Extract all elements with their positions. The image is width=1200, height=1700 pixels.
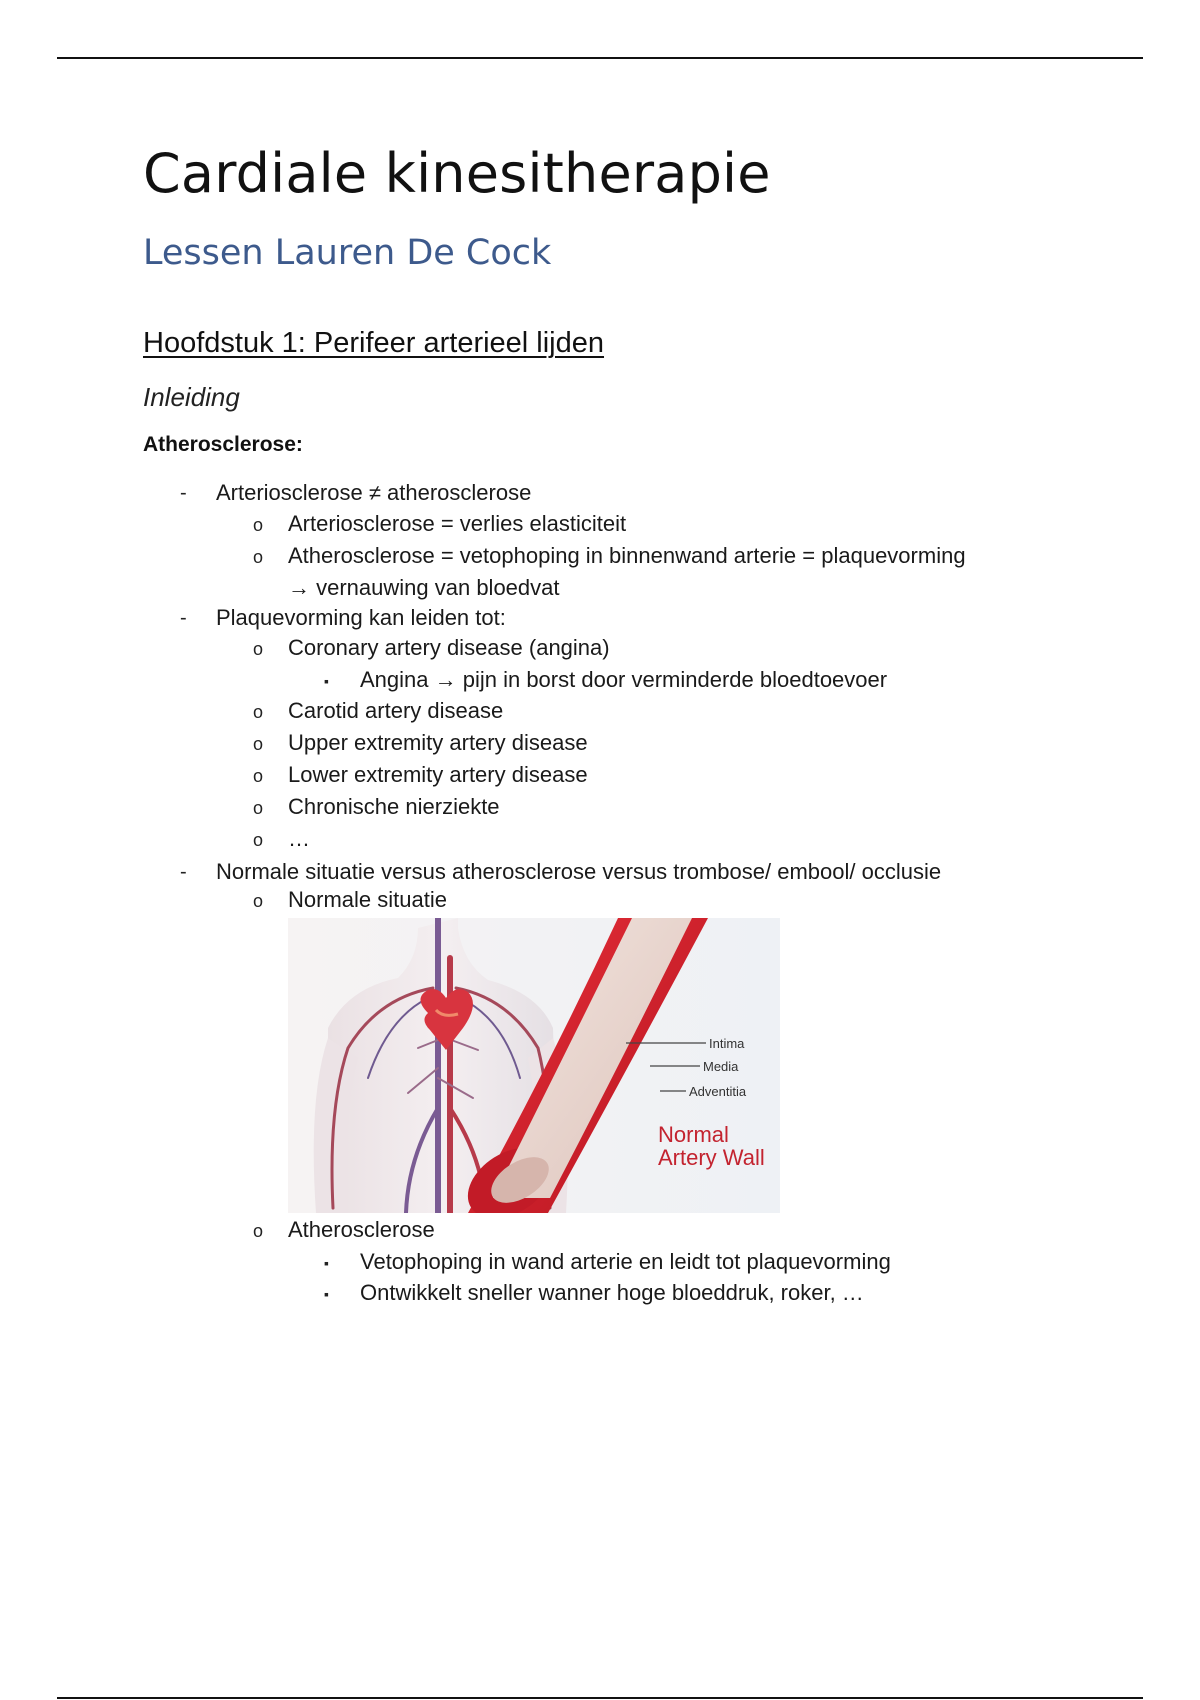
list-item: Upper extremity artery disease <box>288 730 588 755</box>
document-subtitle: Lessen Lauren De Cock <box>143 233 552 273</box>
circle-bullet: o <box>253 891 264 911</box>
list-item: Arteriosclerose ≠ atherosclerose <box>216 480 532 505</box>
circle-bullet: o <box>253 734 264 754</box>
circle-bullet: o <box>253 639 264 659</box>
dash-bullet: - <box>180 607 187 629</box>
footer-rule <box>57 1697 1143 1699</box>
list-item: Arteriosclerose = verlies elasticiteit <box>288 511 627 536</box>
document-title: Cardiale kinesitherapie <box>143 142 771 205</box>
square-bullet: ▪ <box>324 1286 329 1302</box>
figure-caption-line2: Artery Wall <box>658 1145 765 1170</box>
circle-bullet: o <box>253 798 264 818</box>
list-item: Plaquevorming kan leiden tot: <box>216 605 506 630</box>
figure-label-adventitia: Adventitia <box>689 1084 747 1099</box>
chapter-heading: Hoofdstuk 1: Perifeer arterieel lijden <box>143 327 605 359</box>
list-item: Carotid artery disease <box>288 698 504 723</box>
dash-bullet: - <box>180 482 187 504</box>
figure-label-media: Media <box>703 1059 739 1074</box>
circle-bullet: o <box>253 547 264 567</box>
list-item: Ontwikkelt sneller wanner hoge bloeddruk, roker, … <box>360 1280 864 1305</box>
circle-bullet: o <box>253 702 264 722</box>
circle-bullet: o <box>253 515 264 535</box>
figure-caption-line1: Normal <box>658 1122 729 1147</box>
circle-bullet: o <box>253 766 264 786</box>
square-bullet: ▪ <box>324 673 329 689</box>
figure-label-intima: Intima <box>709 1036 745 1051</box>
list-item-continuation: → vernauwing van bloedvat <box>288 575 560 600</box>
list-item: … <box>288 826 310 851</box>
list-item: Atherosclerose <box>288 1217 435 1242</box>
list-item: Angina → pijn in borst door verminderde bloedtoevoer <box>360 667 888 692</box>
circle-bullet: o <box>253 830 264 850</box>
square-bullet: ▪ <box>324 1255 329 1271</box>
list-item: Normale situatie <box>288 887 447 912</box>
header-rule <box>57 57 1143 59</box>
artery-illustration <box>288 918 780 1213</box>
list-item: Coronary artery disease (angina) <box>288 635 610 660</box>
list-item: Vetophoping in wand arterie en leidt tot plaquevorming <box>360 1249 891 1274</box>
list-item: Lower extremity artery disease <box>288 762 588 787</box>
section-heading: Inleiding <box>143 382 240 412</box>
dash-bullet: - <box>180 861 187 883</box>
list-item: Chronische nierziekte <box>288 794 500 819</box>
normal-artery-wall-figure <box>288 918 780 1213</box>
topic-heading: Atherosclerose: <box>143 433 303 456</box>
list-item: Atherosclerose = vetophoping in binnenwand arterie = plaquevorming <box>288 543 966 568</box>
circle-bullet: o <box>253 1221 264 1241</box>
list-item: Normale situatie versus atherosclerose versus trombose/ embool/ occlusie <box>216 859 942 884</box>
